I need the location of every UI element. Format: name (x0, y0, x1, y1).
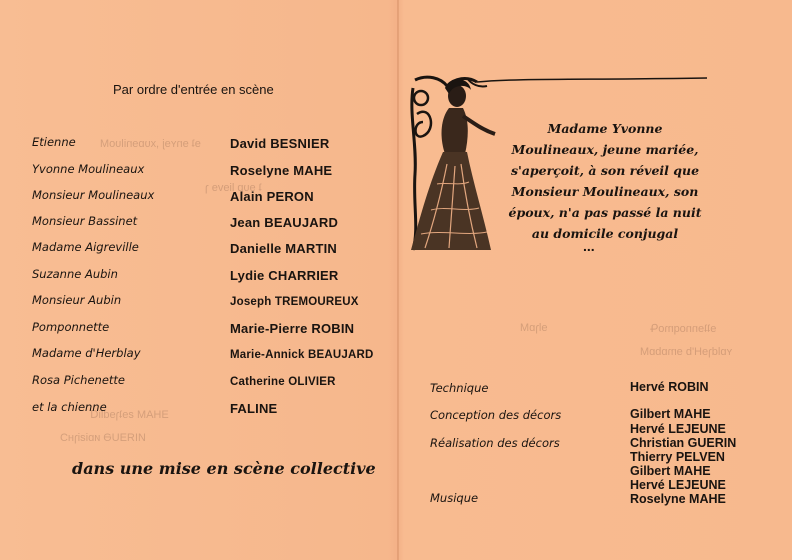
credit-name: Hervé LEJEUNE (630, 422, 726, 436)
actor-name: Marie-Pierre ROBIN (230, 321, 355, 336)
role-name: et la chienne (32, 400, 107, 414)
collective-staging: dans une mise en scène collective (72, 459, 376, 478)
actor-name: Danielle MARTIN (230, 241, 338, 256)
actor-name: Lydie CHARRIER (230, 268, 339, 283)
show-through-text: ɘʇʇɘnnoqmoԳ (650, 323, 717, 335)
credit-name: Thierry PELVEN (630, 450, 725, 464)
credit-name: Gilbert MAHE (630, 407, 711, 421)
actor-name: David BESNIER (230, 136, 330, 151)
synopsis-line: Madame Yvonne (547, 121, 663, 136)
credit-label: Technique (430, 381, 489, 395)
synopsis-line: époux, n'a pas passé la nuit (508, 205, 702, 220)
credit-label: Conception des décors (430, 408, 562, 422)
actor-name: Roselyne MAHE (230, 163, 333, 178)
role-name: Etienne (32, 135, 76, 149)
credit-name: Roselyne MAHE (630, 492, 726, 506)
synopsis-line: Monsieur Moulineaux, son (511, 184, 699, 199)
role-name: Monsieur Aubin (32, 293, 122, 307)
show-through-text: ʏɒldɿɘH'b ɘmɒbɒM (640, 346, 733, 358)
actor-name: Catherine OLIVIER (230, 376, 336, 388)
show-through-text: ʇ ɘυp liɘvɘ ɿ (205, 182, 262, 194)
ellipsis: ... (583, 238, 595, 254)
role-name: Yvonne Moulineaux (32, 162, 145, 176)
role-name: Monsieur Moulineaux (32, 188, 155, 202)
cast-header: Par ordre d'entrée en scène (113, 82, 274, 97)
role-name: Suzanne Aubin (32, 267, 118, 281)
actor-name: Joseph TREMOUREUX (230, 296, 359, 308)
synopsis-line: Moulineaux, jeune mariée, (511, 142, 699, 157)
page-fold (397, 0, 399, 560)
credit-name: Hervé LEJEUNE (630, 478, 726, 492)
role-name: Rosa Pichenette (32, 373, 125, 387)
credit-label: Réalisation des décors (430, 436, 560, 450)
role-name: Pomponnette (32, 320, 110, 334)
synopsis (476, 118, 734, 244)
synopsis-line: au domicile conjugal (531, 226, 679, 241)
role-name: Monsieur Bassinet (32, 214, 138, 228)
actor-name: Jean BEAUJARD (230, 215, 339, 230)
role-name: Madame d'Herblay (32, 346, 141, 360)
show-through-text: ƎHAM ƨɘʇɿɘdliᗡ (90, 409, 169, 421)
credit-name: Christian GUERIN (630, 436, 737, 450)
role-name: Madame Aigreville (32, 240, 139, 254)
actor-name: Alain PERON (230, 189, 314, 204)
actor-name: FALINE (230, 401, 278, 416)
credit-name: Hervé ROBIN (630, 380, 709, 394)
actor-name: Marie-Annick BEAUJARD (230, 349, 374, 361)
credit-label: Musique (430, 491, 479, 505)
synopsis-line: s'aperçoit, à son réveil que (510, 163, 700, 178)
show-through-text: ɘlɿɒM (520, 322, 548, 334)
credit-name: Gilbert MAHE (630, 464, 711, 478)
show-through-text: ИIЯƎUӘ ᴎɒiƨiɿʜƆ (60, 432, 146, 444)
show-through-text: ɘʇ ɘnʏɘj ,xυɒɘnilυoM (100, 138, 201, 150)
